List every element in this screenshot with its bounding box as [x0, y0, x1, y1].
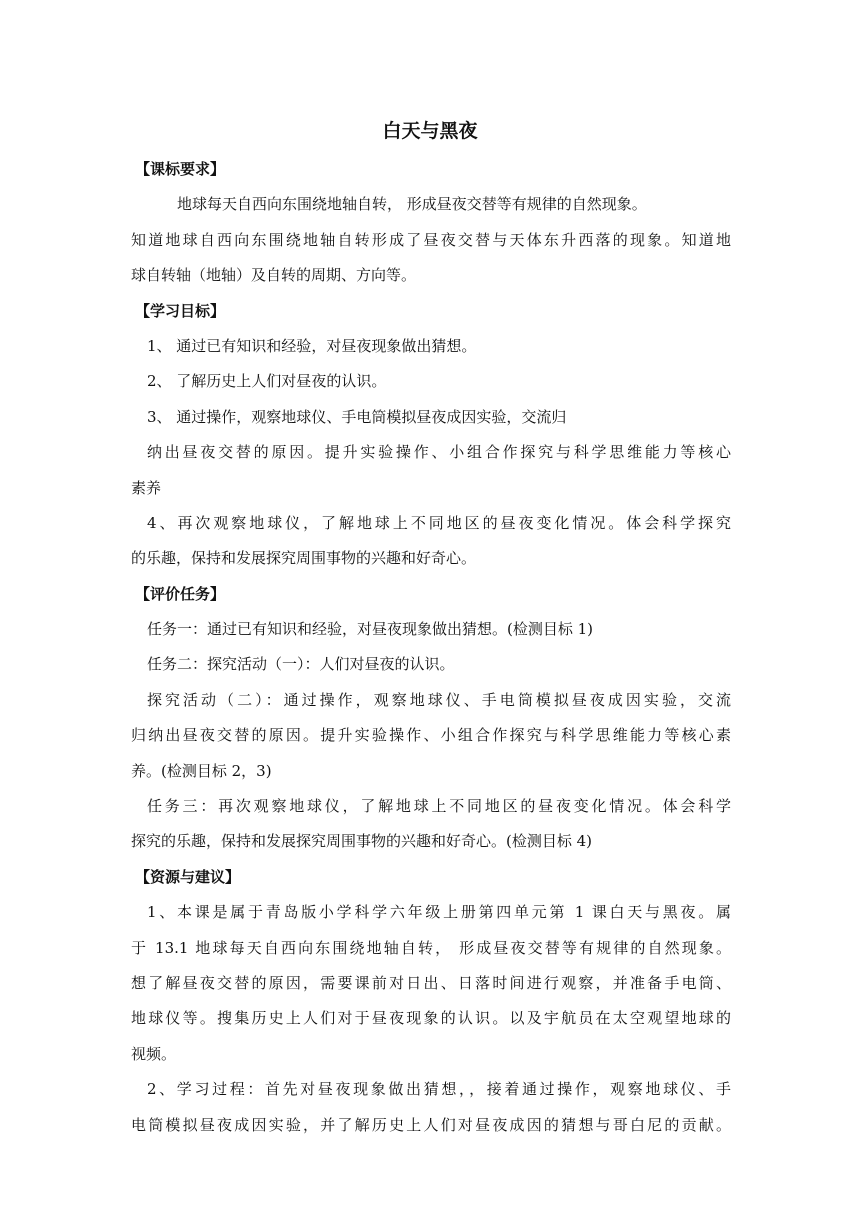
objective-item: 2、 了解历史上人们对昼夜的认识。 — [147, 372, 387, 391]
paragraph-line: 养。(检测目标 2，3) — [131, 761, 272, 780]
paragraph-line: 归纳出昼夜交替的原因。提升实验操作、小组合作探究与科学思维能力等核心素 — [131, 726, 731, 745]
document-body — [131, 152, 731, 1143]
section-heading-resources: 【资源与建议】 — [135, 867, 241, 886]
paragraph-line: 想了解昼夜交替的原因，需要课前对日出、日落时间进行观察，并准备手电筒、 — [131, 973, 731, 992]
task-item: 探究活动（二）：通过操作，观察地球仪、手电筒模拟昼夜成因实验，交流 — [147, 690, 731, 709]
task-item: 任务三：再次观察地球仪，了解地球上不同地区的昼夜变化情况。体会科学 — [147, 797, 731, 816]
objective-item: 3、 通过操作，观察地球仪、手电筒模拟昼夜成因实验，交流归 — [147, 407, 567, 426]
paragraph-line: 的乐趣，保持和发展探究周围事物的兴趣和好奇心。 — [131, 549, 477, 568]
paragraph-line: 于 13.1 地球每天自西向东围绕地轴自转， 形成昼夜交替等有规律的自然现象。 — [131, 938, 731, 957]
paragraph-line: 电筒模拟昼夜成因实验，并了解历史上人们对昼夜成因的猜想与哥白尼的贡献。 — [131, 1115, 731, 1134]
paragraph-line: 地球仪等。搜集历史上人们对于昼夜现象的认识。以及宇航员在太空观望地球的 — [131, 1009, 731, 1028]
section-heading-curriculum: 【课标要求】 — [135, 160, 226, 178]
objective-item: 1、 通过已有知识和经验，对昼夜现象做出猜想。 — [147, 336, 477, 355]
objective-item: 4、再次观察地球仪，了解地球上不同地区的昼夜变化情况。体会科学探究 — [147, 513, 731, 532]
paragraph-line: 视频。 — [131, 1044, 177, 1063]
paragraph-line: 知道地球自西向东围绕地轴自转形成了昼夜交替与天体东升西落的现象。知道地 — [131, 230, 731, 249]
paragraph-line: 探究的乐趣，保持和发展探究周围事物的兴趣和好奇心。(检测目标 4) — [131, 832, 593, 851]
paragraph-line: 2、学习过程：首先对昼夜现象做出猜想，，接着通过操作，观察地球仪、手 — [147, 1080, 731, 1099]
paragraph-line: 1、本课是属于青岛版小学科学六年级上册第四单元第 1 课白天与黑夜。属 — [147, 903, 731, 922]
paragraph-line: 球自转轴（地轴）及自转的周期、方向等。 — [131, 266, 417, 285]
task-item: 任务一：通过已有知识和经验，对昼夜现象做出猜想。(检测目标 1) — [147, 620, 594, 639]
paragraph-line: 纳出昼夜交替的原因。提升实验操作、小组合作探究与科学思维能力等核心 — [147, 443, 731, 462]
task-item: 任务二：探究活动（一）：人们对昼夜的认识。 — [147, 655, 455, 674]
section-heading-objectives: 【学习目标】 — [135, 301, 226, 320]
section-heading-assessment: 【评价任务】 — [135, 584, 226, 603]
paragraph-line: 素养 — [131, 478, 162, 497]
paragraph-line: 地球每天自西向东围绕地轴自转， 形成昼夜交替等有规律的自然现象。 — [177, 195, 647, 214]
page-title: 白天与黑夜 — [382, 120, 478, 142]
